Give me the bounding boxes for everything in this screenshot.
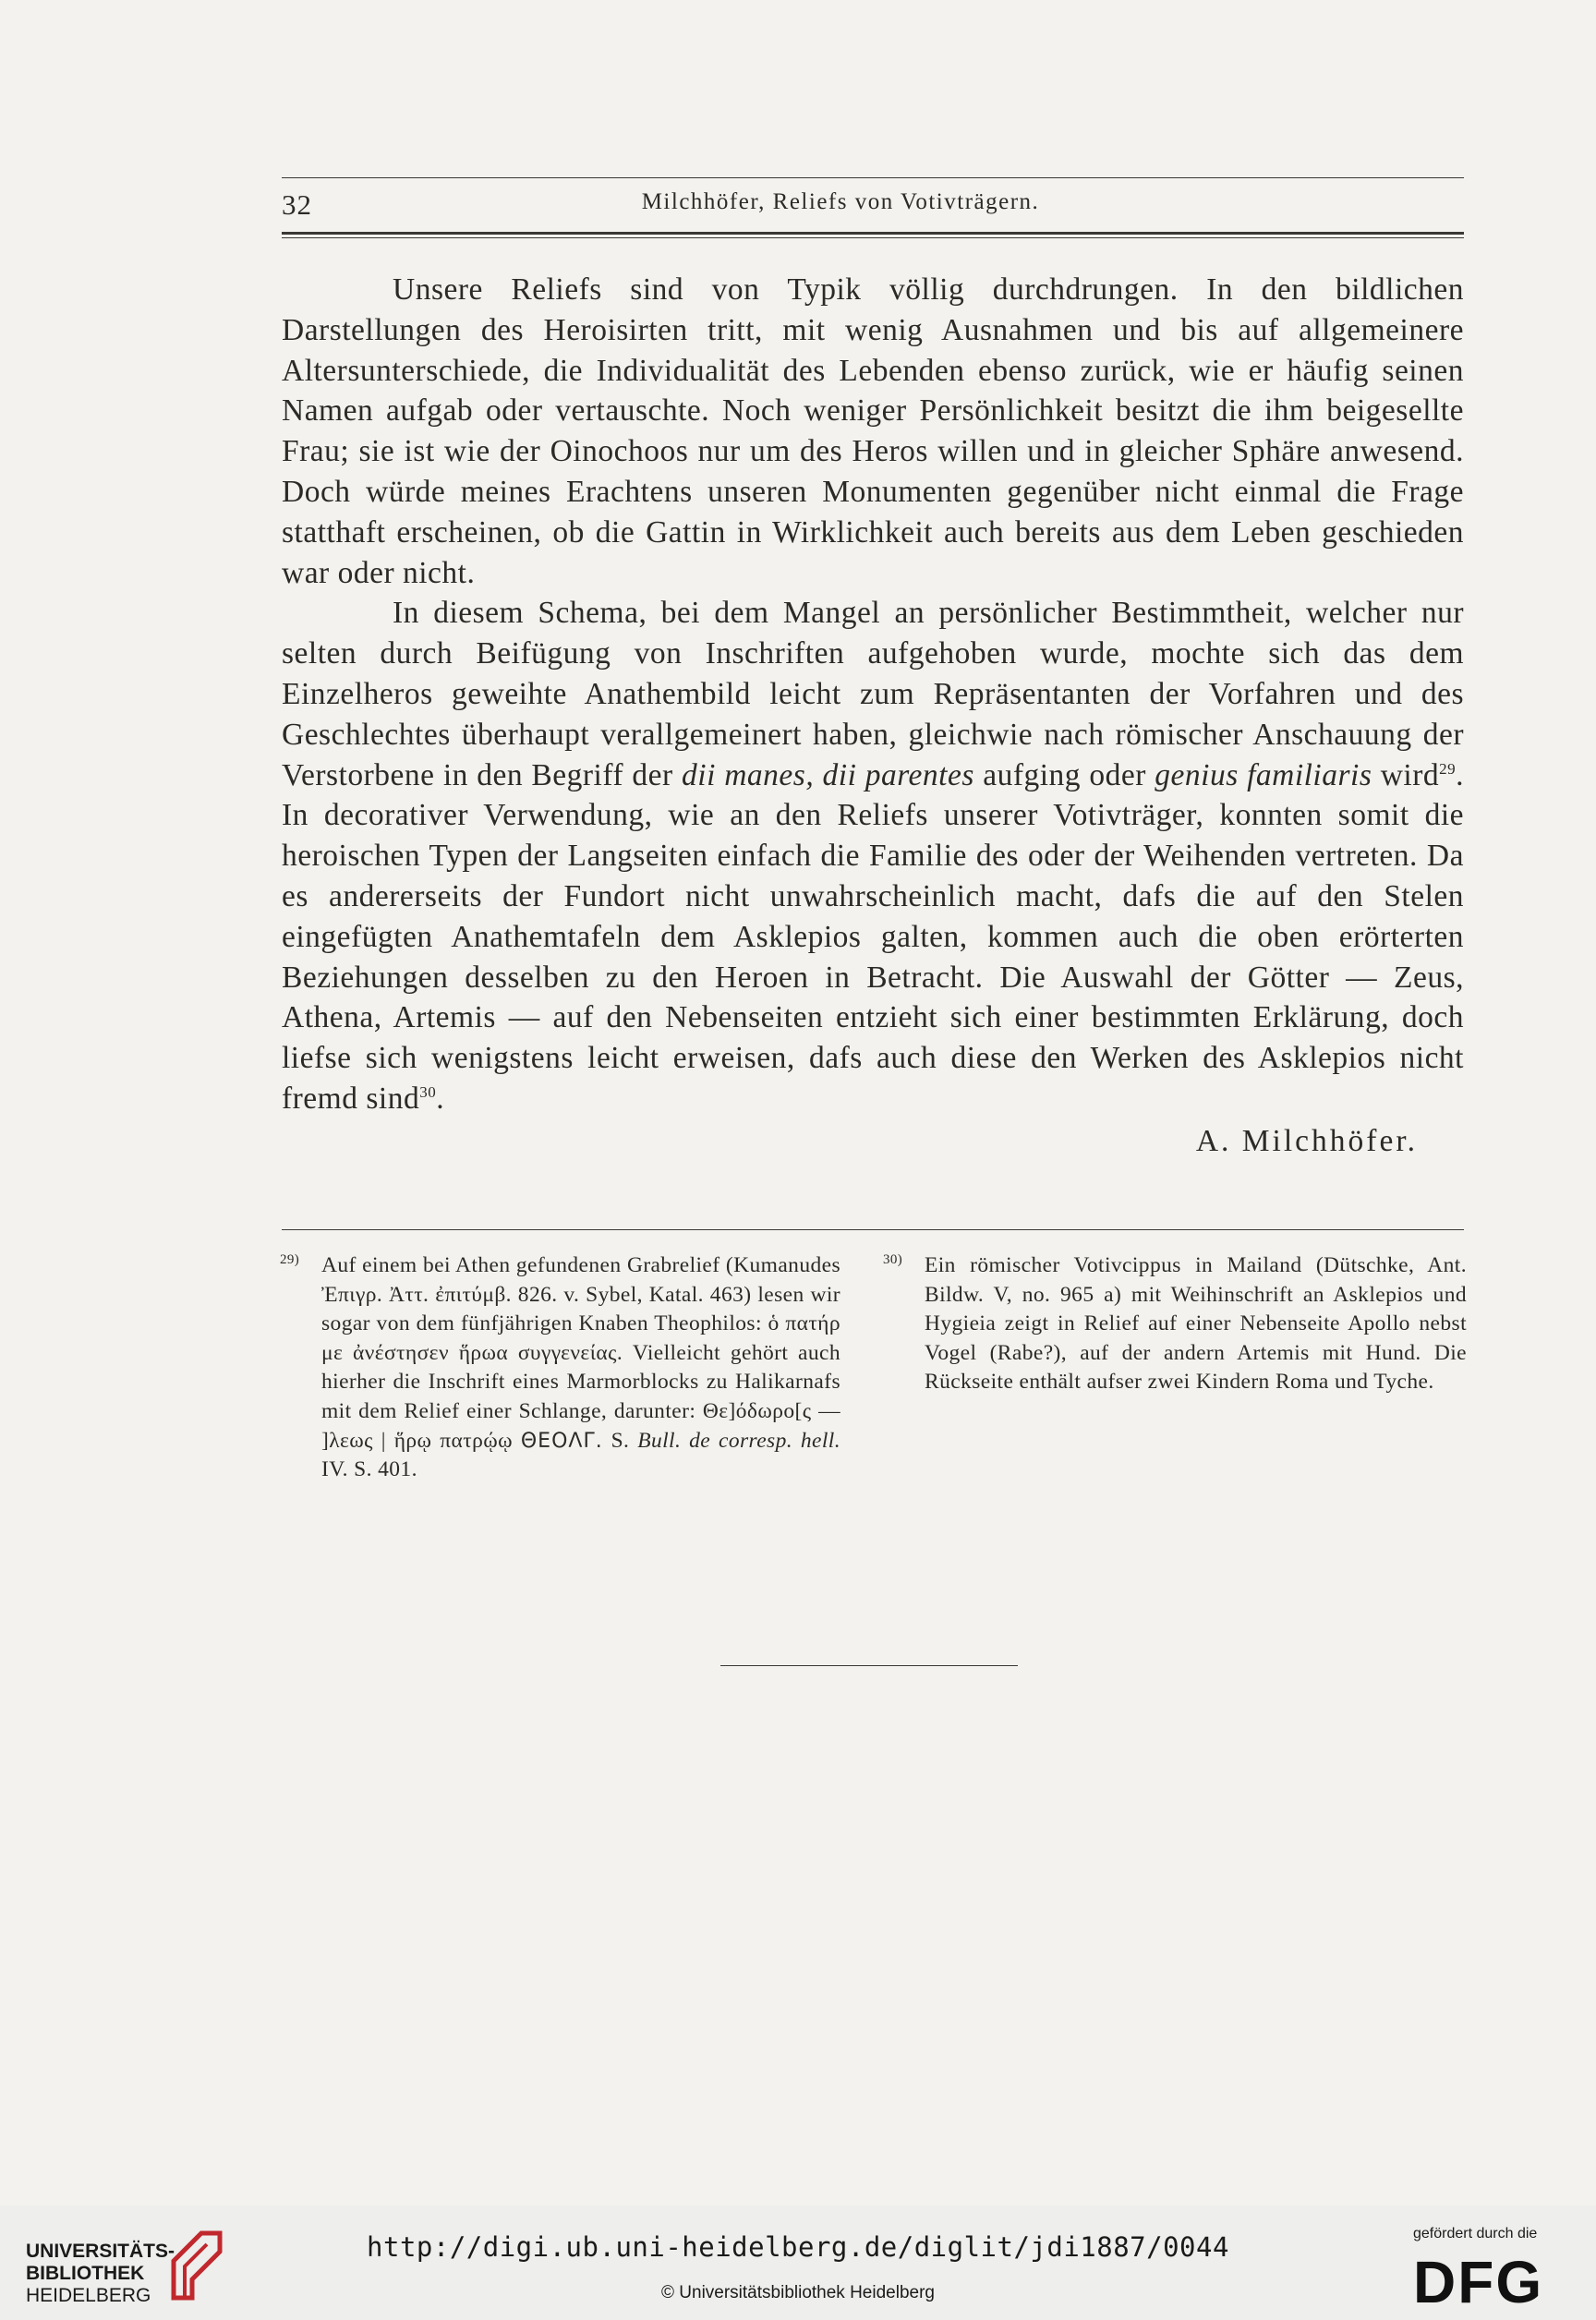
copyright-notice: © Universitätsbibliothek Heidelberg xyxy=(661,2283,935,2302)
footnote-30: 30) Ein römischer Votivcippus in Mailand (Dütschke, Ant. Bildw. V, no. 965 a) mit Weihinschrift an Asklepios und Hygieia zeigt in Relief auf einer Nebenseite Apollo nebst Vogel (Rabe?), auf der andern Artemis mit Hund. Die Rückseite enthält aufser zwei Kindern Roma und Tyche. xyxy=(885,1251,1467,1397)
header-rule-top xyxy=(282,177,1464,178)
permalink-url[interactable]: http://digi.ub.uni-heidelberg.de/diglit/jdi1887/0044 xyxy=(367,2231,1229,2263)
footnote-number: 30) xyxy=(883,1252,903,1267)
main-text xyxy=(282,270,1464,1162)
journal-title: Bull. de corresp. hell. xyxy=(637,1428,840,1453)
paragraph-2: In diesem Schema, bei dem Mangel an persönlicher Bestimmtheit, welcher nur selten durch Beifügung von Inschriften aufgehoben wurde, mochte sich das dem Einzelheros geweihte Anathembild leicht zum Repräsentanten der Vorfahren und des Geschlechtes überhaupt verallgemeinert haben, gleichwie nach römischer Anschauung der Verstorbene in den Begriff der dii manes, dii parentes aufging oder genius familiaris wird$^{29}$. In decorativer Verwendung, wie an den Reliefs unserer Votivträger, konnten somit die heroischen Typen der Langseiten einfach die Familie des oder der Weihenden vertreten. Da es andererseits der Fundort nicht unwahrscheinlich macht, dafs die auf den Stelen eingefügten Anathemtafeln dem Asklepios galten, kommen auch die oben erörterten Beziehungen desselben zu den Heroen in Betracht. Die Auswahl der Götter — Zeus, Athena, Artemis — auf den Nebenseiten entzieht sich einer bestimmten Erklärung, doch liefse sich wenigstens leicht erweisen, dafs auch diese den Werken des Asklepios nicht fremd sind$^{30}$. xyxy=(282,596,1464,1116)
latin-term-genius: genius familiaris xyxy=(1155,757,1372,792)
dfg-logo[interactable]: DFG xyxy=(1413,2249,1544,2315)
library-name[interactable]: UNIVERSITÄTS- BIBLIOTHEK HEIDELBERG xyxy=(26,2241,175,2306)
header-rule-bottom-thin xyxy=(282,237,1464,238)
footnote-number: 29) xyxy=(280,1252,300,1267)
page-number: 32 xyxy=(282,188,312,221)
footnote-rule xyxy=(282,1229,1464,1230)
author-signature: A. Milchhöfer. xyxy=(1195,1123,1418,1158)
running-title: Milchhöfer, Reliefs von Votivträgern. xyxy=(641,189,1040,214)
footnote-29: 29) Auf einem bei Athen gefundenen Grabrelief (Kumanudes Ἐπιγρ. Ἀττ. ἐπιτύμβ. 826. v. Sybel, Katal. 463) lesen wir sogar von dem fünfjährigen Knaben Theophilos: ὁ πατήρ με ἀνέστησεν ἥρωα συγγενείας. Vielleicht gehört auch hierher die Inschrift eines Marmorblocks zu Halikarnafs mit dem Relief einer Schlange, darunter: Θε]όδωρο[ς — ]λεως | ἥρῳ πατρῴῳ ΘΕΟΛΓ. S. Bull. de corresp. hell. IV. S. 401. xyxy=(282,1251,840,1485)
funding-note: gefördert durch die xyxy=(1413,2226,1538,2241)
footnote-ref-30[interactable]: 30 xyxy=(419,1082,437,1101)
digitization-footer xyxy=(0,2205,1596,2320)
end-rule xyxy=(720,1665,1018,1666)
latin-term-manes: dii manes, dii parentes xyxy=(682,757,974,792)
footnote-ref-29[interactable]: 29 xyxy=(1439,759,1457,778)
header-rule-bottom xyxy=(282,232,1464,235)
greek-inscription: ΘΕΟΛΓ. xyxy=(520,1429,603,1453)
paragraph-1: Unsere Reliefs sind von Typik völlig durchdrungen. In den bildlichen Darstellungen des Heroisirten tritt, mit wenig Ausnahmen und bis auf allgemeinere Altersunterschiede, die Individualität des Lebenden ebenso zurück, wie er häufig seinen Namen aufgab oder vertauschte. Noch weniger Persönlichkeit besitzt die ihm beigesellte Frau; sie ist wie der Oinochoos nur um des Heros willen und in gleicher Sphäre anwesend. Doch würde meines Erachtens unseren Monumenten gegenüber nicht einmal die Frage statthaft erscheinen, ob die Gattin in Wirklichkeit auch bereits aus dem Leben geschieden war oder nicht. xyxy=(282,272,1464,590)
